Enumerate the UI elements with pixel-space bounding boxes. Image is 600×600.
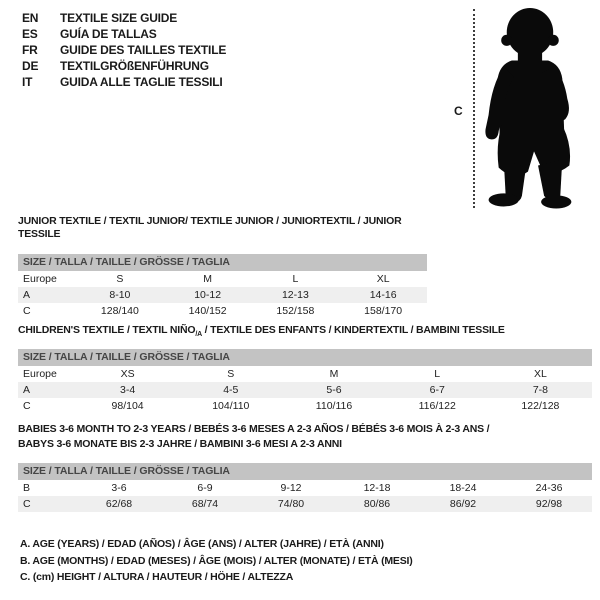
table-rows [18, 271, 427, 319]
table-cell: 62/68 [105, 498, 133, 510]
table-title-text: JUNIOR TEXTILE / TEXTIL JUNIOR/ TEXTILE JUNIOR / JUNIORTEXTIL / JUNIOR TESSILE [18, 215, 402, 240]
table-cell: 92/98 [535, 498, 563, 510]
language-title: GUÍA DE TALLAS [60, 27, 157, 41]
table-cell: 80/86 [363, 498, 391, 510]
table-cell: 86/92 [449, 498, 477, 510]
size-header-bar: SIZE / TALLA / TAILLE / GRÖSSE / TAGLIA [18, 349, 592, 366]
table-cell: 18-24 [449, 482, 477, 494]
table-title-subscript: /A [195, 331, 202, 339]
table-title-text: CHILDREN'S TEXTILE / TEXTIL NIÑO [18, 324, 196, 336]
table-cell: 8-10 [109, 289, 131, 301]
table-cell: 6-7 [429, 384, 445, 397]
table-cell: S [116, 273, 124, 285]
height-measure-line [473, 9, 475, 208]
toddler-silhouette-icon [481, 6, 583, 212]
table-cell: 122/128 [521, 400, 560, 413]
table-title [18, 324, 592, 341]
table-cell: 24-36 [535, 482, 563, 494]
table-cell: 68/74 [191, 498, 219, 510]
table-title-text: BABYS 3-6 MONATE BIS 2-3 JAHRE / BAMBINI 3-6 MESI A 2-3 ANNI [18, 438, 342, 450]
table-title [18, 422, 592, 452]
table-title-line [18, 422, 592, 437]
table-cell: 6-9 [197, 482, 213, 494]
table-row [18, 271, 427, 287]
table-title-line [18, 215, 427, 241]
table-title-text: BABIES 3-6 MONTH TO 2-3 YEARS / BEBÉS 3-6 MESES A 2-3 AÑOS / BÉBÉS 3-6 MOIS À 2-3 ANS / [18, 423, 490, 435]
table-cell: 158/170 [364, 305, 403, 317]
language-title: TEXTILE SIZE GUIDE [60, 11, 178, 25]
row-label: Europe [23, 368, 57, 381]
language-code: IT [22, 75, 33, 89]
legend-line: B. AGE (MONTHS) / EDAD (MESES) / ÂGE (MOIS) / ALTER (MONATE) / ETÀ (MESI) [20, 554, 413, 567]
size-header-bar: SIZE / TALLA / TAILLE / GRÖSSE / TAGLIA [18, 254, 427, 271]
table-cell: 104/110 [212, 400, 250, 413]
table-cell: M [203, 273, 212, 285]
legend-line: C. (cm) HEIGHT / ALTURA / HAUTEUR / HÖHE / ALTEZZA [20, 571, 294, 583]
table-cell: 140/152 [188, 305, 227, 317]
row-label: A [23, 289, 31, 301]
language-code: DE [22, 59, 39, 73]
language-row [22, 58, 226, 74]
junior-textile-section [18, 215, 427, 319]
legend-block [20, 536, 413, 586]
language-code: EN [22, 11, 39, 25]
table-cell: 10-12 [194, 289, 222, 301]
table-row [18, 303, 427, 319]
table-cell: 5-6 [326, 384, 342, 397]
table-cell: 98/104 [111, 400, 144, 413]
table-row [18, 366, 592, 382]
legend-line: A. AGE (YEARS) / EDAD (AÑOS) / ÂGE (ANS) / ALTER (JAHRE) / ETÀ (ANNI) [20, 538, 384, 550]
language-title: TEXTILGRÖßENFÜHRUNG [60, 59, 209, 73]
language-code: ES [22, 27, 38, 41]
table-cell: 12-13 [281, 289, 309, 301]
table-cell: L [434, 368, 441, 381]
table-cell: 9-12 [280, 482, 302, 494]
table-cell: M [329, 368, 339, 381]
language-code: FR [22, 43, 38, 57]
row-label: Europe [23, 273, 57, 285]
row-label: B [23, 482, 31, 494]
table-row [18, 287, 427, 303]
language-row [22, 42, 226, 58]
language-title-list [22, 10, 226, 90]
table-cell: XS [120, 368, 135, 381]
row-label: C [23, 400, 31, 413]
language-row [22, 10, 226, 26]
table-cell: 4-5 [223, 384, 239, 397]
row-label: C [23, 305, 31, 317]
table-row [18, 398, 592, 414]
table-cell: 7-8 [532, 384, 548, 397]
table-cell: 116/122 [418, 400, 456, 413]
table-cell: 110/116 [315, 400, 353, 413]
language-title: GUIDA ALLE TAGLIE TESSILI [60, 75, 223, 89]
language-title: GUIDE DES TAILLES TEXTILE [60, 43, 227, 57]
table-title-line [18, 324, 592, 341]
table-cell: L [292, 273, 299, 285]
table-cell: 128/140 [100, 305, 139, 317]
table-title-line [18, 437, 592, 452]
table-cell: S [227, 368, 235, 381]
table-cell: 3-6 [111, 482, 127, 494]
table-cell: 14-16 [369, 289, 397, 301]
table-rows [18, 366, 592, 414]
childrens-textile-section [18, 324, 592, 414]
row-label: C [23, 498, 31, 510]
table-cell: 74/80 [277, 498, 305, 510]
size-header-bar: SIZE / TALLA / TAILLE / GRÖSSE / TAGLIA [18, 463, 592, 480]
table-cell: XL [533, 368, 547, 381]
table-row [18, 382, 592, 398]
babies-textile-section [18, 422, 592, 512]
table-row [18, 496, 592, 512]
table-title-text: / TEXTILE DES ENFANTS / KINDERTEXTIL / BAMBINI TESSILE [201, 324, 505, 336]
table-row [18, 480, 592, 496]
table-rows [18, 480, 592, 512]
table-cell: 3-4 [120, 384, 136, 397]
height-line-label: C [454, 104, 463, 118]
table-cell: XL [376, 273, 390, 285]
table-cell: 152/158 [276, 305, 315, 317]
language-row [22, 74, 226, 90]
language-row [22, 26, 226, 42]
row-label: A [23, 384, 31, 397]
baby-height-figure [450, 4, 595, 216]
table-cell: 12-18 [363, 482, 391, 494]
table-title [18, 215, 427, 241]
